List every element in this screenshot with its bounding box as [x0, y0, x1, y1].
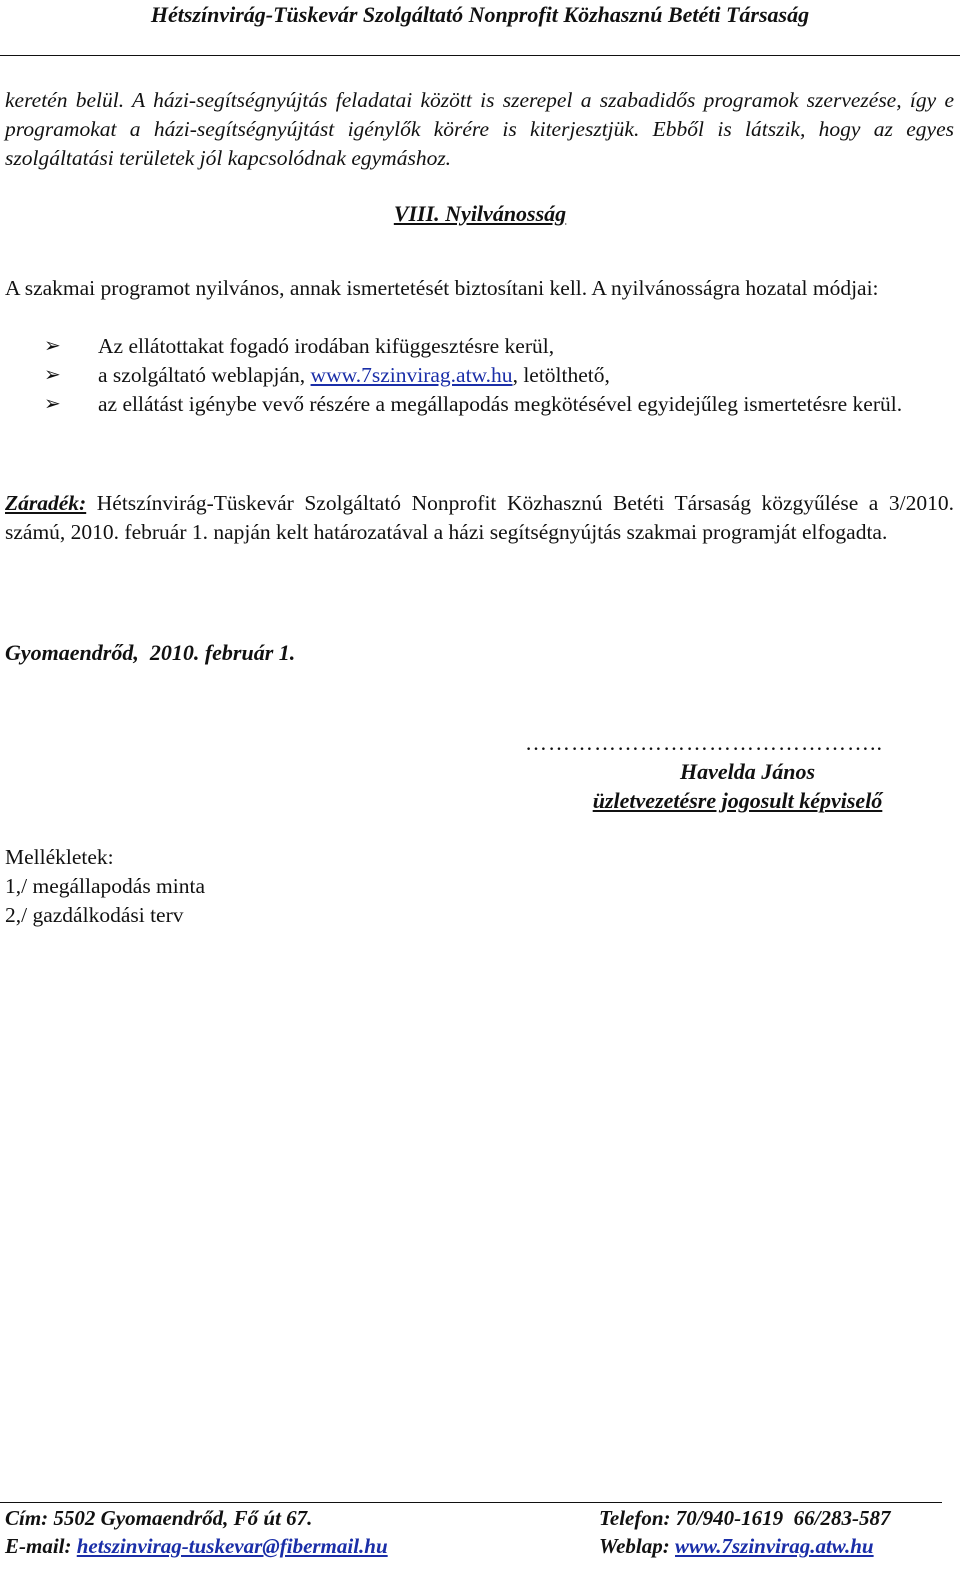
signatory-name: Havelda János	[679, 759, 816, 784]
footer-address: Cím: 5502 Gyomaendrőd, Fő út 67.	[5, 1506, 313, 1530]
email-label: E-mail:	[5, 1534, 77, 1558]
arrow-bullet-icon: ➢	[44, 335, 61, 357]
section-title: VIII. Nyilvánosság	[393, 201, 567, 226]
list-item	[0, 332, 954, 361]
website-link[interactable]: www.7szinvirag.atw.hu	[310, 363, 513, 387]
clause-paragraph	[5, 489, 954, 547]
footer-row	[5, 1506, 942, 1534]
header-title: Hétszínvirág-Tüskevár Szolgáltató Nonprofit Közhasznú Betéti Társaság	[150, 2, 810, 27]
footer-phone: Telefon: 70/940-1619 66/283-587	[599, 1506, 891, 1530]
attachments	[5, 843, 205, 930]
arrow-bullet-icon: ➢	[44, 393, 61, 415]
signatory-role: üzletvezetésre jogosult képviselő	[592, 788, 883, 813]
signing-date: Gyomaendrőd, 2010. február 1.	[5, 640, 296, 665]
arrow-bullet-icon: ➢	[44, 364, 61, 386]
web-label: Weblap:	[599, 1534, 676, 1558]
signature-block	[525, 728, 950, 815]
email-link[interactable]: hetszinvirag-tuskevar@fibermail.hu	[76, 1534, 388, 1558]
attachment-item: 1,/ megállapodás minta	[5, 874, 206, 898]
list-item-text: az ellátást igénybe vevő részére a megállapodás megkötésével egyidejűleg ismertetésre kerül.	[98, 392, 903, 416]
attachment-item: 2,/ gazdálkodási terv	[5, 903, 184, 927]
list-item-text: Az ellátottakat fogadó irodában kifüggesztésre kerül,	[98, 334, 555, 358]
page-footer	[0, 1502, 942, 1563]
footer-email	[5, 1534, 388, 1559]
page-header	[0, 0, 960, 56]
list-item-text: a szolgáltató weblapján,	[98, 363, 311, 387]
list-item	[0, 390, 954, 419]
signature-line: ………………………………………..	[525, 730, 883, 755]
clause-text: Hétszínvirág-Tüskevár Szolgáltató Nonprofit Közhasznú Betéti Társaság közgyűlése a 3/2010. számú, 2010. február 1. napján kelt határozatával a házi segítségnyújtás szakmai programját elfogadta.	[5, 491, 954, 544]
publicity-list	[0, 332, 954, 419]
publicity-paragraph: A szakmai programot nyilvános, annak ismertetését biztosítani kell. A nyilvánosságra hozatal módjai:	[5, 276, 879, 300]
attachments-title: Mellékletek:	[5, 845, 114, 869]
intro-paragraph: keretén belül. A házi-segítségnyújtás feladatai között is szerepel a szabadidős programok szervezése, így e programokat a házi-segítségnyújtást igénylők körére is kiterjesztjük. Ebből is látszik, hogy az egyes szolgáltatási területek jól kapcsolódnak egymáshoz.	[5, 88, 954, 170]
list-item	[0, 361, 954, 390]
footer-website-link[interactable]: www.7szinvirag.atw.hu	[675, 1534, 874, 1558]
clause-label: Záradék:	[5, 491, 87, 515]
footer-web	[599, 1534, 874, 1559]
footer-row	[5, 1534, 942, 1562]
list-item-text: , letölthető,	[512, 363, 610, 387]
